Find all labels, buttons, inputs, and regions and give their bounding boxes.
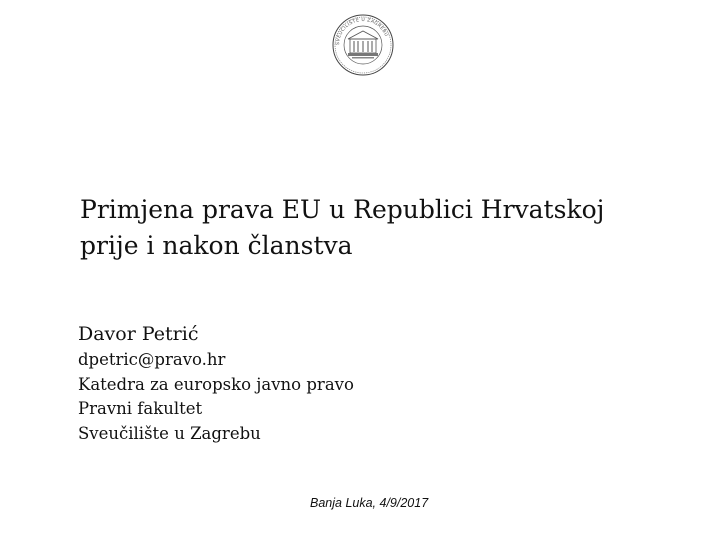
university-seal-icon bbox=[332, 14, 394, 76]
university-name: Sveučilište u Zagrebu bbox=[78, 423, 261, 443]
author-info bbox=[78, 348, 354, 446]
location-date-footer: Banja Luka, 4/9/2017 bbox=[310, 496, 429, 510]
faculty-name: Pravni fakultet bbox=[78, 399, 203, 418]
seal-text: SVEUČILIŠTE U ZAGREBU bbox=[335, 17, 389, 46]
department-name: Katedra za europsko javno pravo bbox=[78, 374, 354, 394]
title-line-2: prije i nakon članstva bbox=[80, 231, 353, 260]
author-name: Davor Petrić bbox=[78, 323, 199, 345]
slide-title bbox=[80, 192, 700, 264]
title-line-1: Primjena prava EU u Republici Hrvatskoj bbox=[80, 195, 605, 224]
author-email: dpetric@pravo.hr bbox=[78, 350, 226, 369]
